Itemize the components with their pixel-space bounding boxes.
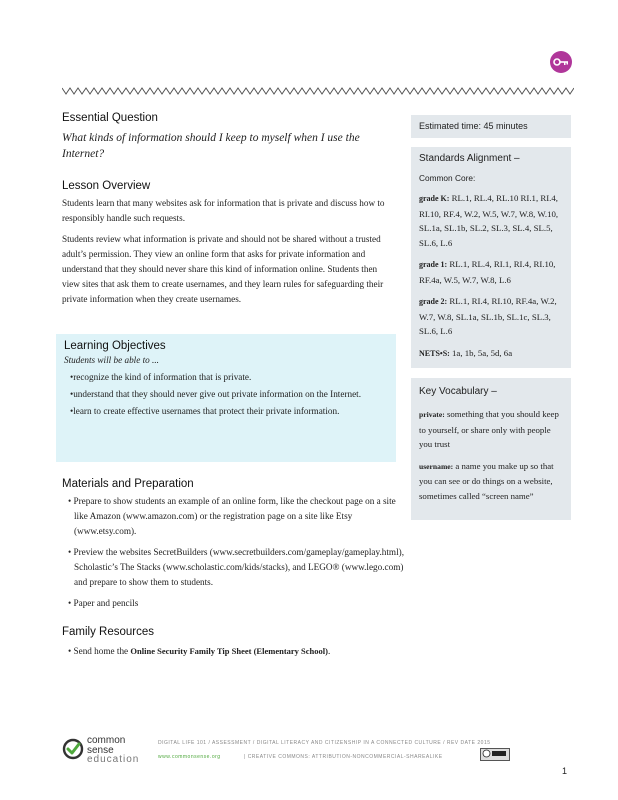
overview-paragraph-1: Students learn that many websites ask for information that is private and discuss how to responsibly handle such requests.: [62, 198, 385, 223]
essential-question-text: What kinds of information should I keep to myself when I use the Internet?: [62, 132, 360, 160]
common-sense-logo-icon: [62, 738, 84, 760]
page-number: 1: [562, 766, 568, 776]
grade-label: grade K:: [419, 194, 450, 203]
common-core-label: Common Core:: [419, 173, 476, 183]
materials-item: • Prepare to show students an example of an online form, like the checkout page on a site like Amazon (www.amazon.com) or the registration page on a site like Etsy (www.etsy.com).: [68, 496, 396, 536]
vocab-definition: something that you should keep to yourself, or share only with people you trust: [419, 409, 559, 449]
family-item-prefix: • Send home the: [68, 646, 131, 656]
materials-item: • Preview the websites SecretBuilders (www.secretbuilders.com/gameplay/gameplay.html), Scholastic’s The Stacks (www.scholastic.com/kids/stacks), and LEGO® (www.lego.com) and prepare to show them to students.: [68, 547, 404, 587]
lesson-overview-heading: Lesson Overview: [62, 180, 151, 192]
essential-question-heading: Essential Question: [62, 112, 158, 124]
decorative-divider: [62, 86, 574, 96]
vocab-term: username:: [419, 461, 454, 471]
vocabulary-heading: Key Vocabulary –: [419, 386, 497, 397]
learning-objectives-box: [56, 334, 396, 462]
footer-link[interactable]: www.commonsense.org: [158, 754, 221, 760]
footer-license-line: | CREATIVE COMMONS: ATTRIBUTION-NONCOMMERCIAL-SHAREALIKE: [244, 754, 443, 760]
materials-heading: Materials and Preparation: [62, 478, 194, 490]
estimated-time-value: 45 minutes: [483, 121, 528, 131]
tip-sheet-link[interactable]: Online Security Family Tip Sheet (Elementary School): [130, 646, 328, 656]
family-resources-heading: Family Resources: [62, 626, 155, 638]
grade-standards: RL.1, RL.4, RL.10 RI.1, RI.4, RI.10, RF.4, W.2, W.5, W.7, W.8, W.10, SL.1a, SL.1b, SL.2, SL.3, SL.4, SL.5, SL.6, L.6: [419, 193, 559, 248]
logo-line: education: [87, 754, 140, 765]
standards-grade-k: [419, 191, 565, 250]
vocab-term: private:: [419, 410, 445, 419]
materials-item: • Paper and pencils: [68, 598, 139, 608]
logo-line: sense: [87, 744, 114, 756]
vocab-term-private: [419, 407, 565, 452]
key-icon: [550, 51, 572, 73]
objective-item: •learn to create effective usernames that protect their private information.: [70, 406, 340, 416]
grade-label: grade 2:: [419, 297, 448, 306]
standards-box: [411, 147, 571, 368]
footer-course-line: DIGITAL LIFE 101 / ASSESSMENT / DIGITAL LITERACY AND CITIZENSHIP IN A CONNECTED CULTURE / REV DATE 2015: [158, 740, 491, 746]
creative-commons-badge: [480, 748, 510, 761]
family-item-suffix: .: [327, 646, 331, 656]
objective-item: •understand that they should never give out private information on the Internet.: [70, 389, 362, 399]
vocabulary-box: [411, 378, 571, 520]
objectives-intro: Students will be able to ...: [64, 355, 159, 365]
grade-label: grade 1:: [419, 260, 448, 269]
estimated-time-label: Estimated time:: [419, 121, 482, 131]
footer: [62, 736, 582, 776]
learning-objectives-heading: Learning Objectives: [64, 340, 166, 352]
nets-values: 1a, 1b, 5a, 5d, 6a: [452, 347, 513, 358]
overview-paragraph-2: Students review what information is private and should not be shared without a trusted adult’s permission. They view an online form that asks for private information and understand that they should never share this kind of information online. Students then view sites that ask them to create usernames, and they learn rules for safeguarding their private information when they create usernames.: [62, 234, 384, 304]
grade-standards: RL.1, RI.4, RI.10, RF.4a, W.2, W.7, W.8, SL.1a, SL.1b, SL.1c, SL.3, SL.6, L.6: [419, 296, 557, 336]
standards-heading: Standards Alignment –: [419, 153, 520, 164]
nets-label: NETS•S:: [419, 348, 450, 358]
logo-line: common: [87, 735, 126, 746]
vocab-definition: a name you make up so that you can see or do things on a website, sometimes called “screen name”: [419, 460, 554, 501]
grade-standards: RL.1, RL.4, RI.1, RI.4, RI.10, RF.4a, W.5, W.7, W.8, L.6: [419, 259, 556, 285]
standards-grade-1: [419, 257, 565, 287]
vocab-term-username: [419, 459, 565, 504]
common-sense-logo-text: [87, 736, 139, 765]
family-resources-item: [62, 644, 408, 659]
standards-grade-2: [419, 294, 565, 339]
nets-standards: [419, 346, 565, 362]
estimated-time-box: [411, 115, 571, 138]
objective-item: •recognize the kind of information that is private.: [70, 372, 252, 382]
